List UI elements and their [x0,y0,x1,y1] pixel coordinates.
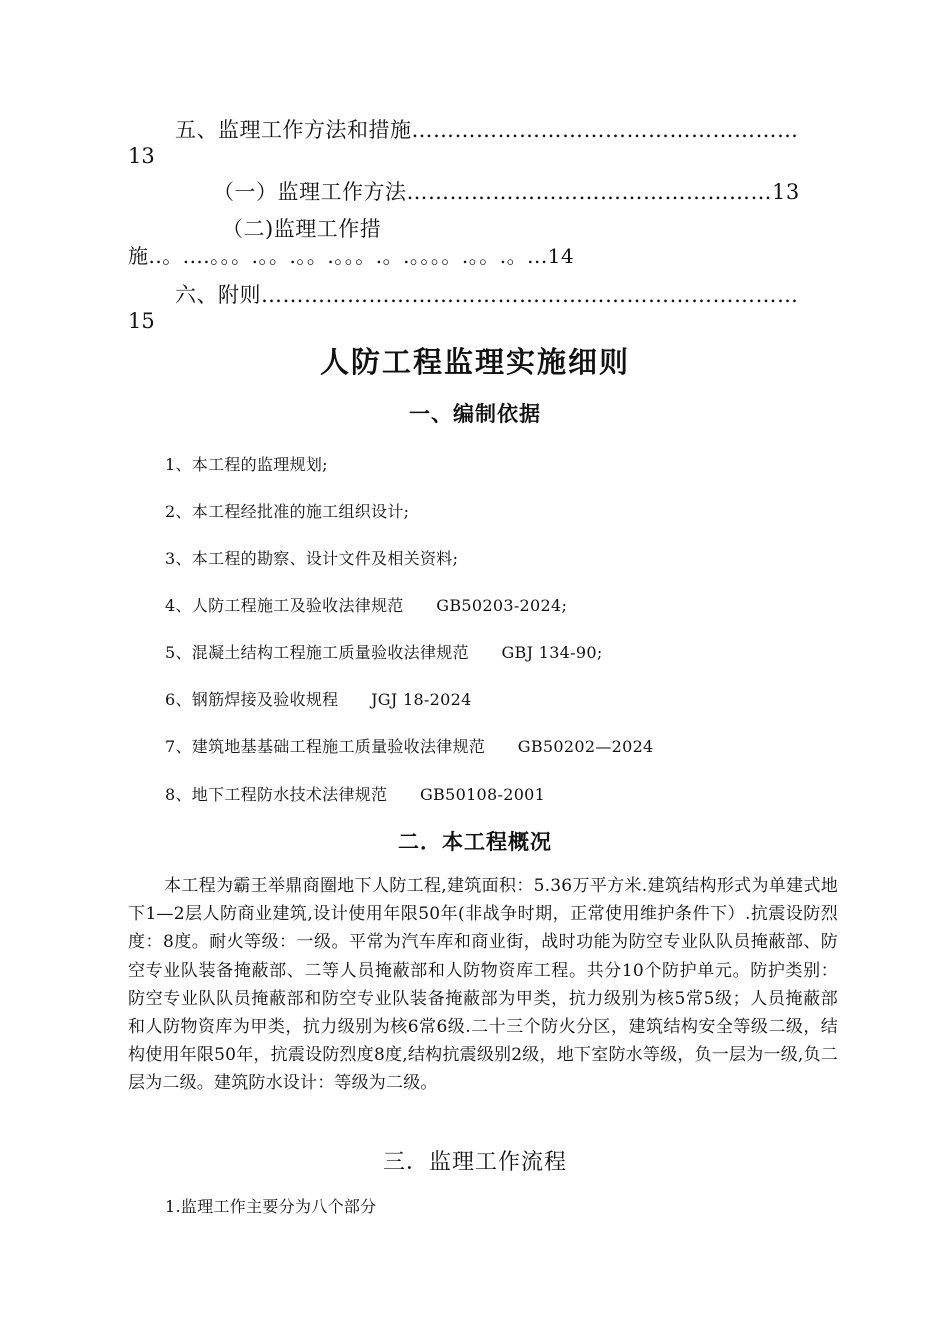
basis-item-8: 8、地下工程防水技术法律规范 GB50108-2001 [165,785,546,804]
section2-heading: 二．本工程概况 [398,830,552,854]
toc-entry-6-page: 15 [128,309,155,333]
toc-entry-5-1: （一）监理工作方法……………………………………………13 [213,180,800,204]
workflow-item-1: 1.监理工作主要分为八个部分 [165,1197,377,1216]
basis-item-6: 6、钢筋焊接及验收规程 JGJ 18-2024 [165,690,472,709]
basis-item-3: 3、本工程的勘察、设计文件及相关资料; [165,549,459,568]
toc-entry-5-2-cont: 施..。....。。。.。。.。。.。。。.。.。。。。.。。.。...14 [128,244,575,268]
section3-heading: 三．监理工作流程 [382,1150,567,1175]
basis-item-7: 7、建筑地基基础工程施工质量验收法律规范 GB50202—2024 [165,737,654,756]
toc-entry-6: 六、附则………………………………………………………………… [175,283,799,307]
toc-entry-5: 五、监理工作方法和措施……………………………………………… [175,118,799,142]
basis-item-4: 4、人防工程施工及验收法律规范 GB50203-2024; [165,596,568,615]
toc-entry-5-2: （二)监理工作措 [222,217,382,241]
document-title: 人防工程监理实施细则 [319,345,630,379]
toc-entry-5-page: 13 [128,144,155,168]
basis-item-5: 5、混凝土结构工程施工质量验收法律规范 GBJ 134-90; [165,643,603,662]
project-overview-paragraph: 本工程为霸王举鼎商圈地下人防工程,建筑面积：5.36万平方米.建筑结构形式为单建式地下1—2层人防商业建筑,设计使用年限50年(非战争时期，正常使用维护条件下）.抗震设防烈度：8度。耐火等级：一级。平常为汽车库和商业街，战时功能为防空专业队队员掩蔽部、防空专业队装备掩蔽部、二等人员掩蔽部和人防物资库工程。共分10个防护单元。防护类别：防空专业队队员掩蔽部和防空专业队装备掩蔽部为甲类，抗力级别为核5常5级；人员掩蔽部和人防物资库为甲类，抗力级别为核6常6级.二十三个防火分区，建筑结构安全等级二级，结构使用年限50年，抗震设防烈度8度,结构抗震级别2级，地下室防水等级，负一层为一级,负二层为二级。建筑防水设计：等级为二级。 [128,876,838,1094]
basis-item-1: 1、本工程的监理规划; [165,455,328,474]
basis-item-2: 2、本工程经批准的施工组织设计; [165,502,410,521]
section1-heading: 一、编制依据 [409,402,541,426]
